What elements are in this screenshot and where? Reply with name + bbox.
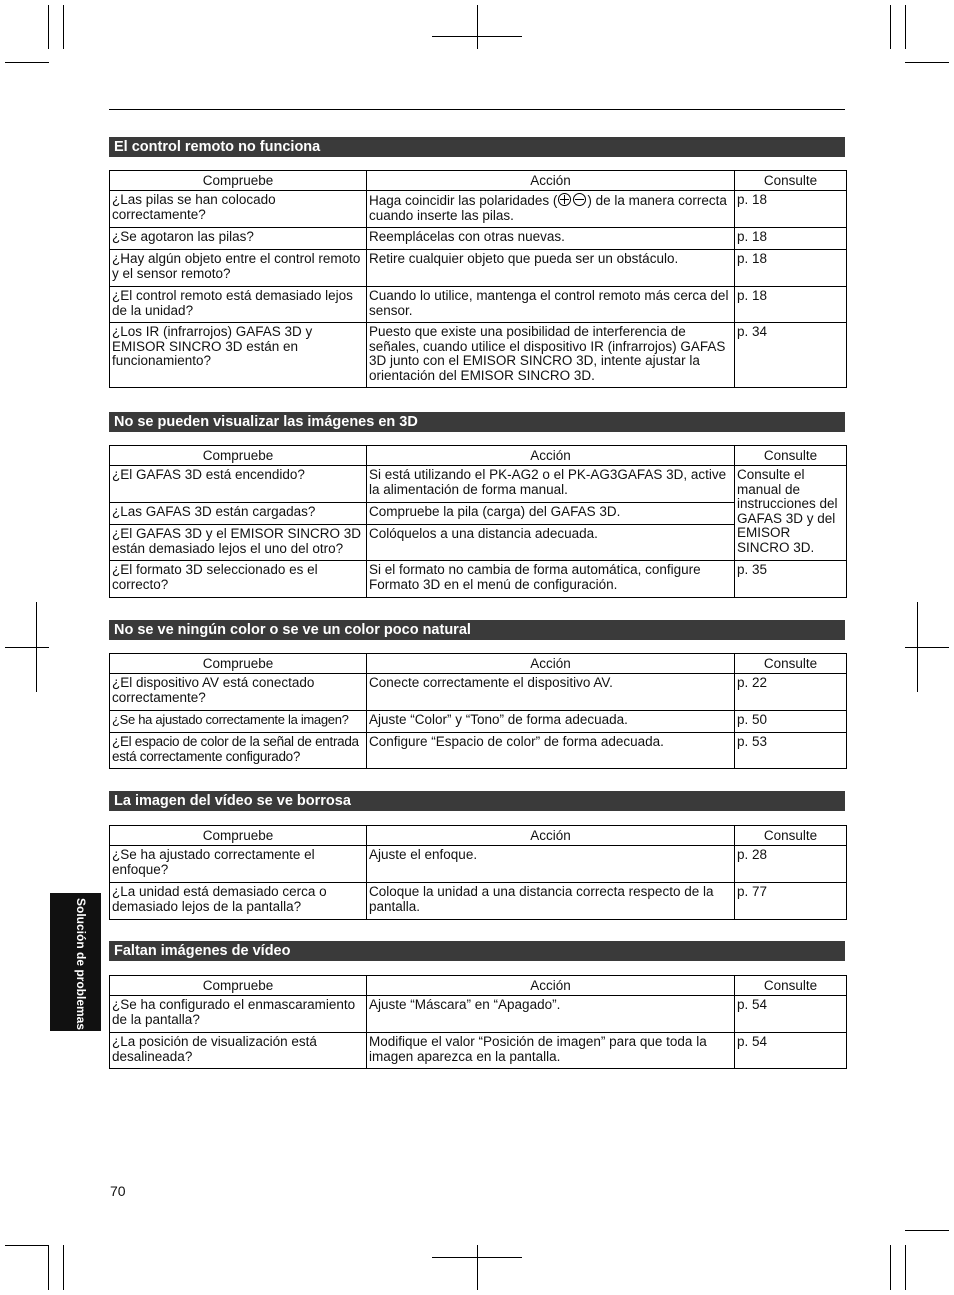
col-header-check: Compruebe [110, 826, 367, 846]
section-title-remote: El control remoto no funciona [109, 137, 845, 157]
ref-cell: p. 77 [735, 883, 847, 920]
table-row [110, 323, 847, 388]
crop-mark [48, 1245, 49, 1290]
check-cell: ¿Se ha ajustado correctamente la imagen? [110, 711, 367, 733]
crop-mark [36, 602, 37, 692]
table-header-row [110, 446, 847, 466]
col-header-ref: Consulte [735, 826, 847, 846]
col-header-check: Compruebe [110, 654, 367, 674]
check-cell: ¿El formato 3D seleccionado es el correcto? [110, 561, 367, 598]
col-header-ref: Consulte [735, 446, 847, 466]
action-cell: Coloque la unidad a una distancia correcta respecto de la pantalla. [367, 883, 735, 920]
table-header-row [110, 976, 847, 996]
check-cell: ¿Las GAFAS 3D están cargadas? [110, 503, 367, 525]
ref-cell: p. 34 [735, 323, 847, 388]
col-header-action: Acción [367, 654, 735, 674]
table-row [110, 228, 847, 250]
col-header-check: Compruebe [110, 171, 367, 191]
table-header-row [110, 826, 847, 846]
section-title-blurry: La imagen del vídeo se ve borrosa [109, 791, 845, 811]
col-header-ref: Consulte [735, 654, 847, 674]
col-header-ref: Consulte [735, 171, 847, 191]
action-text: Haga coincidir las polaridades ( [369, 193, 558, 208]
action-cell [367, 191, 735, 228]
ref-cell: p. 22 [735, 674, 847, 711]
table-row [110, 996, 847, 1033]
crop-mark [905, 647, 949, 648]
action-cell: Cuando lo utilice, mantenga el control remoto más cerca del sensor. [367, 287, 735, 323]
crop-mark [905, 1230, 949, 1231]
action-cell: Configure “Espacio de color” de forma adecuada. [367, 733, 735, 769]
action-cell: Conecte correctamente el dispositivo AV. [367, 674, 735, 711]
action-cell: Colóquelos a una distancia adecuada. [367, 525, 735, 561]
section-title-color: No se ve ningún color o se ve un color poco natural [109, 620, 845, 640]
check-cell: ¿El espacio de color de la señal de entrada está correctamente configurado? [110, 733, 367, 769]
ref-cell: p. 18 [735, 287, 847, 323]
crop-mark [5, 1245, 49, 1246]
col-header-ref: Consulte [735, 976, 847, 996]
table-row [110, 883, 847, 920]
page-number: 70 [110, 1183, 126, 1199]
crop-mark [905, 1245, 906, 1290]
check-cell: ¿Hay algún objeto entre el control remoto y el sensor remoto? [110, 250, 367, 287]
table-row [110, 561, 847, 598]
table-row [110, 466, 847, 503]
section-title-missing: Faltan imágenes de vídeo [109, 941, 845, 961]
col-header-check: Compruebe [110, 446, 367, 466]
table-row [110, 733, 847, 769]
table-3d [109, 445, 847, 598]
ref-cell: p. 18 [735, 191, 847, 228]
crop-mark [905, 62, 949, 63]
side-tab-label: Solución de problemas [74, 898, 88, 1031]
crop-mark [63, 1245, 64, 1290]
minus-polarity-icon [573, 193, 586, 206]
col-header-action: Acción [367, 826, 735, 846]
table-blurry [109, 825, 847, 920]
table-row [110, 846, 847, 883]
check-cell: ¿Se agotaron las pilas? [110, 228, 367, 250]
action-cell: Modifique el valor “Posición de imagen” para que toda la imagen aparezca en la pantalla. [367, 1033, 735, 1069]
action-cell: Si está utilizando el PK-AG2 o el PK-AG3GAFAS 3D, active la alimentación de forma manual. [367, 466, 735, 503]
ref-cell: p. 18 [735, 250, 847, 287]
action-cell: Retire cualquier objeto que pueda ser un obstáculo. [367, 250, 735, 287]
table-color [109, 653, 847, 769]
check-cell: ¿Los IR (infrarrojos) GAFAS 3D y EMISOR SINCRO 3D están en funcionamiento? [110, 323, 367, 388]
crop-mark [890, 1245, 891, 1290]
check-cell: ¿Las pilas se han colocado correctamente? [110, 191, 367, 228]
table-row [110, 1033, 847, 1069]
ref-cell: Consulte el manual de instrucciones del GAFAS 3D y del EMISOR SINCRO 3D. [735, 466, 847, 561]
crop-mark [477, 5, 478, 49]
table-row [110, 287, 847, 323]
ref-cell: p. 18 [735, 228, 847, 250]
action-cell: Ajuste “Color” y “Tono” de forma adecuada. [367, 711, 735, 733]
table-row [110, 191, 847, 228]
col-header-action: Acción [367, 446, 735, 466]
ref-cell: p. 28 [735, 846, 847, 883]
table-row [110, 711, 847, 733]
ref-cell: p. 54 [735, 1033, 847, 1069]
check-cell: ¿Se ha ajustado correctamente el enfoque? [110, 846, 367, 883]
section-title-3d: No se pueden visualizar las imágenes en 3D [109, 412, 845, 432]
table-remote [109, 170, 847, 388]
check-cell: ¿El control remoto está demasiado lejos de la unidad? [110, 287, 367, 323]
table-missing [109, 975, 847, 1069]
action-cell: Ajuste “Máscara” en “Apagado”. [367, 996, 735, 1033]
ref-cell: p. 35 [735, 561, 847, 598]
crop-mark [477, 1245, 478, 1290]
table-row [110, 250, 847, 287]
ref-cell: p. 53 [735, 733, 847, 769]
col-header-action: Acción [367, 171, 735, 191]
action-cell: Puesto que existe una posibilidad de interferencia de señales, cuando utilice el dispositivo IR (infrarrojos) GAFAS 3D junto con el EMISOR SINCRO 3D, intente ajustar la orientación del EMISOR SINCRO 3D. [367, 323, 735, 388]
check-cell: ¿El dispositivo AV está conectado correctamente? [110, 674, 367, 711]
ref-cell: p. 54 [735, 996, 847, 1033]
crop-mark [917, 602, 918, 692]
check-cell: ¿El GAFAS 3D y el EMISOR SINCRO 3D están demasiado lejos el uno del otro? [110, 525, 367, 561]
check-cell: ¿La posición de visualización está desalineada? [110, 1033, 367, 1069]
top-rule [109, 109, 845, 110]
col-header-action: Acción [367, 976, 735, 996]
action-cell: Ajuste el enfoque. [367, 846, 735, 883]
check-cell: ¿La unidad está demasiado cerca o demasiado lejos de la pantalla? [110, 883, 367, 920]
table-header-row [110, 171, 847, 191]
crop-mark [890, 5, 891, 49]
action-text: ) de la manera correcta cuando inserte las pilas. [369, 193, 727, 223]
col-header-check: Compruebe [110, 976, 367, 996]
ref-cell: p. 50 [735, 711, 847, 733]
check-cell: ¿Se ha configurado el enmascaramiento de la pantalla? [110, 996, 367, 1033]
action-cell: Compruebe la pila (carga) del GAFAS 3D. [367, 503, 735, 525]
crop-mark [48, 5, 49, 49]
plus-polarity-icon [558, 193, 571, 206]
table-row [110, 674, 847, 711]
check-cell: ¿El GAFAS 3D está encendido? [110, 466, 367, 503]
crop-mark [5, 62, 49, 63]
crop-mark [905, 5, 906, 49]
action-cell: Si el formato no cambia de forma automática, configure Formato 3D en el menú de configuración. [367, 561, 735, 598]
table-header-row [110, 654, 847, 674]
crop-mark [63, 5, 64, 49]
action-cell: Reemplácelas con otras nuevas. [367, 228, 735, 250]
crop-mark [5, 647, 49, 648]
